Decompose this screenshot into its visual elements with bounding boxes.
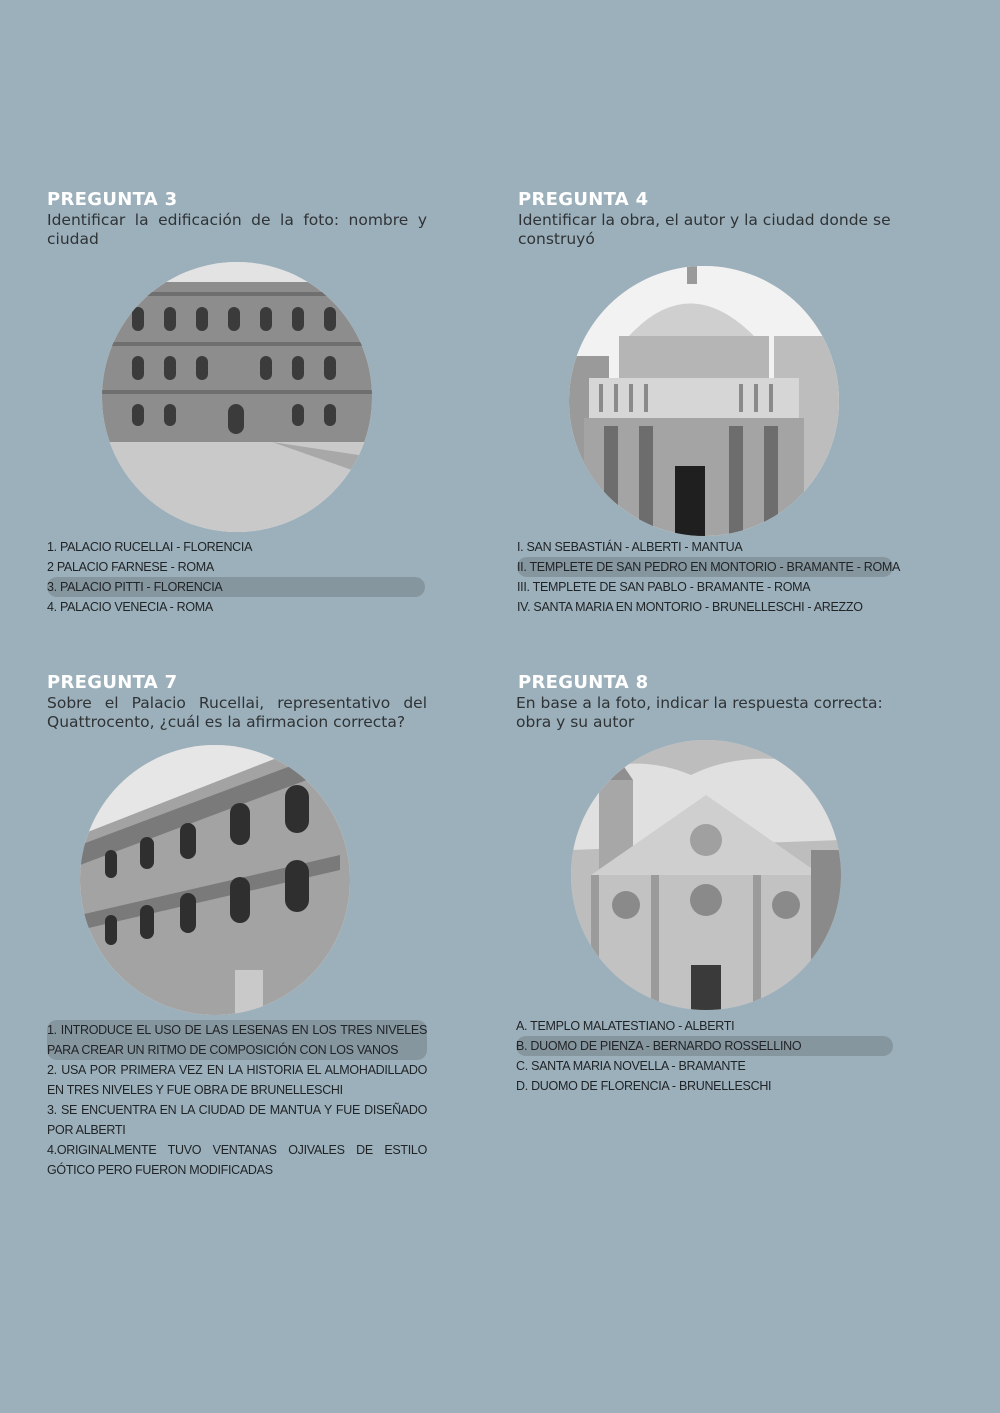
- question-7-options: [47, 1020, 427, 1180]
- question-4-option-3[interactable]: III. TEMPLETE DE SAN PABLO - BRAMANTE - ROMA: [517, 580, 811, 594]
- question-7-option-4[interactable]: 4.ORIGINALMENTE TUVO VENTANAS OJIVALES DE ESTILO GÓTICO PERO FUERON MODIFICADAS: [47, 1143, 427, 1177]
- question-7-option-2[interactable]: 2. USA POR PRIMERA VEZ EN LA HISTORIA EL ALMOHADILLADO EN TRES NIVELES Y FUE OBRA DE BRUNELLESCHI: [47, 1063, 427, 1097]
- question-7-option-1-highlighted[interactable]: 1. INTRODUCE EL USO DE LAS LESENAS EN LOS TRES NIVELES PARA CREAR UN RITMO DE COMPOSICIÓN CON LOS VANOS: [47, 1020, 427, 1060]
- question-8-options: [516, 1016, 893, 1096]
- question-3-option-3-highlighted[interactable]: 3. PALACIO PITTI - FLORENCIA: [47, 577, 425, 597]
- question-8-option-c[interactable]: C. SANTA MARIA NOVELLA - BRAMANTE: [516, 1059, 746, 1073]
- question-4-text: Identificar la obra, el autor y la ciudad donde se construyó: [518, 211, 891, 248]
- question-3-title: PREGUNTA 3: [47, 189, 178, 210]
- tempietto-image: [569, 266, 839, 536]
- question-3-option-1[interactable]: 1. PALACIO RUCELLAI - FLORENCIA: [47, 540, 253, 554]
- question-8-option-a[interactable]: A. TEMPLO MALATESTIANO - ALBERTI: [516, 1019, 735, 1033]
- palazzo-rucellai-photo: [80, 745, 350, 1015]
- question-7-title: PREGUNTA 7: [47, 672, 178, 693]
- question-7-text: Sobre el Palacio Rucellai, representativo del Quattrocento, ¿cuál es la afirmacion correcta?: [47, 694, 427, 731]
- duomo-pienza-photo: [571, 740, 841, 1010]
- question-3-header: [47, 189, 427, 249]
- question-4-options: [517, 537, 901, 617]
- question-8-title: PREGUNTA 8: [518, 672, 649, 693]
- tempietto-photo: [569, 266, 839, 536]
- question-3-options: [47, 537, 425, 617]
- question-4-option-1[interactable]: I. SAN SEBASTIÁN - ALBERTI - MANTUA: [517, 540, 743, 554]
- question-8-option-d[interactable]: D. DUOMO DE FLORENCIA - BRUNELLESCHI: [516, 1079, 772, 1093]
- question-3-option-2[interactable]: 2 PALACIO FARNESE - ROMA: [47, 560, 214, 574]
- palazzo-pitti-image: [102, 262, 372, 532]
- question-8-header: [516, 672, 908, 732]
- palazzo-rucellai-image: [80, 745, 350, 1015]
- question-8-text: En base a la foto, indicar la respuesta correcta: obra y su autor: [516, 694, 883, 731]
- question-8-option-b-highlighted[interactable]: B. DUOMO DE PIENZA - BERNARDO ROSSELLINO: [516, 1036, 893, 1056]
- palazzo-pitti-photo: [102, 262, 372, 532]
- question-4-header: [518, 189, 910, 249]
- duomo-pienza-image: [571, 740, 841, 1010]
- question-4-title: PREGUNTA 4: [518, 189, 649, 210]
- question-3-text: Identificar la edificación de la foto: nombre y ciudad: [47, 211, 427, 248]
- question-4-option-2-highlighted[interactable]: II. TEMPLETE DE SAN PEDRO EN MONTORIO - BRAMANTE - ROMA: [517, 557, 893, 577]
- question-7-header: [47, 672, 427, 732]
- question-3-option-4[interactable]: 4. PALACIO VENECIA - ROMA: [47, 600, 213, 614]
- question-7-option-3[interactable]: 3. SE ENCUENTRA EN LA CIUDAD DE MANTUA Y FUE DISEÑADO POR ALBERTI: [47, 1103, 427, 1137]
- question-4-option-4[interactable]: IV. SANTA MARIA EN MONTORIO - BRUNELLESCHI - AREZZO: [517, 600, 863, 614]
